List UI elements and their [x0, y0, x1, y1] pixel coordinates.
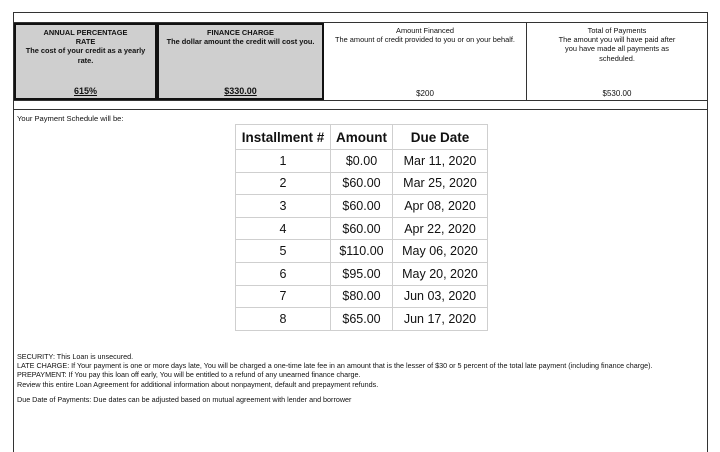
installment-cell: 5 [236, 240, 331, 263]
table-row [236, 262, 488, 285]
column-header-installment: Installment # [236, 125, 331, 150]
amount-cell: $65.00 [331, 308, 393, 331]
finance-charge-title: FINANCE CHARGE [207, 28, 274, 37]
apr-desc: The cost of your credit as a yearly rate. [25, 46, 146, 65]
due-date-cell: Apr 08, 2020 [393, 195, 488, 218]
column-header-amount: Amount [331, 125, 393, 150]
amount-financed-box [324, 23, 527, 100]
schedule-label: Your Payment Schedule will be: [17, 114, 124, 123]
table-row [236, 150, 488, 173]
due-date-cell: Mar 25, 2020 [393, 172, 488, 195]
amount-cell: $60.00 [331, 172, 393, 195]
payment-schedule-table [235, 124, 488, 331]
installment-cell: 8 [236, 308, 331, 331]
security-note: SECURITY: This Loan is unsecured. [17, 352, 134, 361]
due-date-cell: Jun 17, 2020 [393, 308, 488, 331]
total-payments-value: $530.00 [602, 88, 632, 98]
apr-title: ANNUAL PERCENTAGE RATE [43, 28, 128, 47]
amount-financed-title: Amount Financed [396, 26, 454, 35]
loan-terms-notes [17, 352, 707, 404]
truth-in-lending-disclosure [13, 12, 708, 452]
installment-cell: 1 [236, 150, 331, 173]
table-header-row [236, 125, 488, 150]
amount-financed-desc: The amount of credit provided to you or on your behalf. [335, 35, 515, 45]
amount-cell: $110.00 [331, 240, 393, 263]
due-date-cell: Apr 22, 2020 [393, 217, 488, 240]
amount-cell: $0.00 [331, 150, 393, 173]
installment-cell: 7 [236, 285, 331, 308]
due-date-cell: Mar 11, 2020 [393, 150, 488, 173]
table-row [236, 172, 488, 195]
table-row [236, 240, 488, 263]
apr-value: 615% [73, 85, 98, 96]
finance-charge-value: $330.00 [224, 85, 257, 96]
finance-charge-desc: The dollar amount the credit will cost you. [166, 37, 315, 47]
table-row [236, 195, 488, 218]
total-payments-title: Total of Payments [587, 26, 647, 35]
amount-cell: $60.00 [331, 217, 393, 240]
due-date-cell: Jun 03, 2020 [393, 285, 488, 308]
total-payments-desc: The amount you will have paid after you have made all payments as scheduled. [558, 35, 676, 63]
due-date-cell: May 06, 2020 [393, 240, 488, 263]
table-row [236, 285, 488, 308]
review-note: Review this entire Loan Agreement for additional information about nonpayment, default and prepayment refunds. [17, 379, 379, 389]
due-date-cell: May 20, 2020 [393, 262, 488, 285]
installment-cell: 6 [236, 262, 331, 285]
amount-cell: $95.00 [331, 262, 393, 285]
apr-box [14, 23, 157, 100]
prepayment-note: PREPAYMENT: If You pay this loan off early, You will be entitled to a refund of any unearned finance charge. [17, 370, 361, 380]
table-row [236, 308, 488, 331]
total-payments-box [527, 23, 707, 100]
amount-cell: $60.00 [331, 195, 393, 218]
installment-cell: 3 [236, 195, 331, 218]
installment-cell: 2 [236, 172, 331, 195]
disclosure-boxes [14, 23, 707, 100]
finance-charge-box [157, 23, 324, 100]
amount-financed-value: $200 [416, 88, 434, 98]
amount-cell: $80.00 [331, 285, 393, 308]
due-date-note: Due Date of Payments: Due dates can be adjusted based on mutual agreement with lender and borrower [17, 394, 352, 404]
column-header-due-date: Due Date [393, 125, 488, 150]
installment-cell: 4 [236, 217, 331, 240]
divider [14, 100, 707, 110]
late-charge-note: LATE CHARGE: If Your payment is one or more days late, You will be charged a one-time late fee in an amount that is the lesser of $30 or 5 percent of the total late payment (including finance charge). [17, 361, 653, 371]
table-row [236, 217, 488, 240]
